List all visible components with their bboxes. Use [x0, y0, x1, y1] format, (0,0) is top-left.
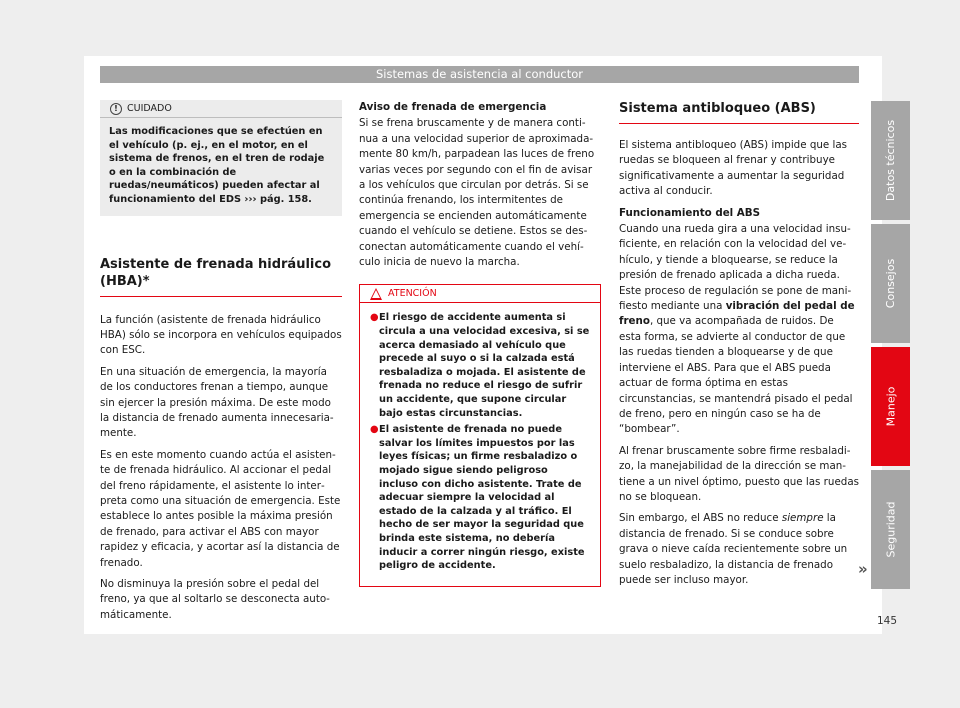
abs-paragraph-3: Al frenar bruscamente sobre firme resbaladizo, la manejabilidad de la dirección se mantiene a un nivel óptimo, puesto que las ruedas no se bloquean. [619, 444, 859, 503]
tab-label: Datos técnicos [884, 119, 897, 202]
info-circle-icon: ! [110, 103, 122, 115]
abs-section-title: Sistema antibloqueo (ABS) [619, 100, 859, 124]
abs-paragraph-2 [619, 222, 859, 438]
column-middle [359, 100, 601, 587]
warning-item [370, 311, 590, 420]
bullet-icon: ● [370, 424, 379, 436]
abs-p4-italic: siempre [781, 512, 824, 525]
warning-item-text: El asistente de frenada no puede salvar los límites impuestos por las leyes físicas; un firme resbaladizo o mojado sigue siendo peligroso incluso con dicho asistente. Trate de adecuar siempre la velocidad al estado de la calzada y al tráfico. El hecho de ser mayor la seguridad que brinda este sistema, no debería inducir a correr ningún riesgo, existe peligro de accidente. [379, 424, 585, 572]
caution-label: CUIDADO [127, 103, 172, 114]
warning-item-text: El riesgo de accidente aumenta si circula a una velocidad excesiva, si se acerca demasiado al vehículo que precede al suyo o si la calzada está resbaladiza o mojada. El asistente de frenada no reduce el riesgo de sufrir un accidente, que supone circular bajo estas circunstancias. [379, 312, 590, 419]
emergency-paragraph: Si se frena bruscamente y de manera continua a una velocidad superior de aproximadamente 80 km/h, parpadean las luces de freno varias veces por segundo con el fin de avisar a los vehículos que circulan por detrás. Si se continúa frenando, los intermitentes de emergencia se encienden automáticamente cuando el vehículo se detiene. Estos se desconectan automáticamente cuando el vehículo inicia de nuevo la marcha. [359, 117, 595, 269]
abs-paragraph-4 [619, 511, 859, 588]
page-number: 145 [877, 615, 898, 627]
tab-label: Consejos [884, 258, 897, 309]
caution-body-text: Las modificaciones que se efectúen en el vehículo (p. ej., en el motor, en el sistema de frenos, en el tren de rodaje o en la combinación de ruedas/neumáticos) pueden afectar al funcionamiento del EDS [109, 126, 325, 205]
tab-seguridad[interactable] [871, 470, 910, 589]
caution-text [100, 118, 342, 216]
continue-arrow-icon: » [858, 560, 868, 578]
column-right [619, 100, 859, 594]
warning-header [360, 285, 600, 303]
abs-paragraph-1: El sistema antibloqueo (ABS) impide que las ruedas se bloqueen al frenar y contribuye significativamente a aumentar la seguridad activa al conducir. [619, 139, 848, 198]
tab-label: Manejo [884, 386, 898, 427]
caution-end: . [308, 193, 312, 205]
abs-p2-bold: vibración del pedal de freno [619, 300, 855, 328]
abs-subheading: Funcionamiento del ABS [619, 206, 761, 219]
abs-p2-text-a: Cuando una rueda gira a una velocidad insuficiente, en relación con la velocidad del vehículo, y tiende a bloquearse, se reduce la presión de frenado aplicada a dicha rueda. Este proceso de regulación se pone de manifiesto mediante una [619, 223, 852, 313]
warning-item [370, 423, 590, 573]
hba-paragraph-3: Es en este momento cuando actúa el asistente de frenada hidráulico. Al accionar el pedal del freno rápidamente, el asistente lo interpreta como una situación de emergencia. Este establece lo antes posible la máxima presión de frenado, para activar el ABS con mayor rapidez y eficacia, y acortar así la distancia de frenado. [100, 448, 341, 569]
warning-box [359, 284, 601, 586]
page-header: Sistemas de asistencia al conductor [100, 66, 859, 83]
caution-header [100, 100, 342, 118]
warning-label: ATENCIÓN [388, 288, 437, 300]
caution-box [100, 100, 342, 216]
caution-page-link[interactable]: ››› pág. 158 [244, 193, 309, 205]
abs-p2-text-c: , que va acompañada de ruidos. De esta forma, se advierte al conductor de que las ruedas tienden a bloquearse y de que interviene el ABS. Para que el ABS pueda actuar de forma óptima en estas circunstancias, se mantendrá pisado el pedal de freno, pero en ningún caso se ha de “bombear”. [619, 315, 853, 436]
hba-paragraph-4: No disminuya la presión sobre el pedal del freno, ya que al soltarlo se desconecta automáticamente. [100, 578, 330, 621]
tab-datos-tecnicos[interactable] [871, 101, 910, 220]
column-left [100, 100, 342, 629]
tab-manejo[interactable] [871, 347, 910, 466]
hba-paragraph-2: En una situación de emergencia, la mayoría de los conductores frenan a tiempo, aunque sin ejercer la presión máxima. De este modo la distancia de frenado aumenta innecesariamente. [100, 365, 334, 440]
warning-triangle-icon [370, 288, 382, 300]
hba-section-title: Asistente de frenada hidráulico (HBA)* [100, 256, 342, 297]
abs-p4-text-c: la distancia de frenado. Si se conduce sobre grava o nieve caída recientemente sobre un suelo resbaladizo, la distancia de frenado puede ser incluso mayor. [619, 512, 848, 586]
bullet-icon: ● [370, 312, 379, 324]
tab-label: Seguridad [884, 501, 897, 558]
hba-paragraph-1: La función (asistente de frenada hidráulico HBA) sólo se incorpora en vehículos equipados con ESC. [100, 313, 342, 357]
tab-consejos[interactable] [871, 224, 910, 343]
emergency-subheading: Aviso de frenada de emergencia [359, 101, 547, 113]
abs-p4-text-a: Sin embargo, el ABS no reduce [619, 512, 782, 525]
warning-text [360, 303, 600, 585]
